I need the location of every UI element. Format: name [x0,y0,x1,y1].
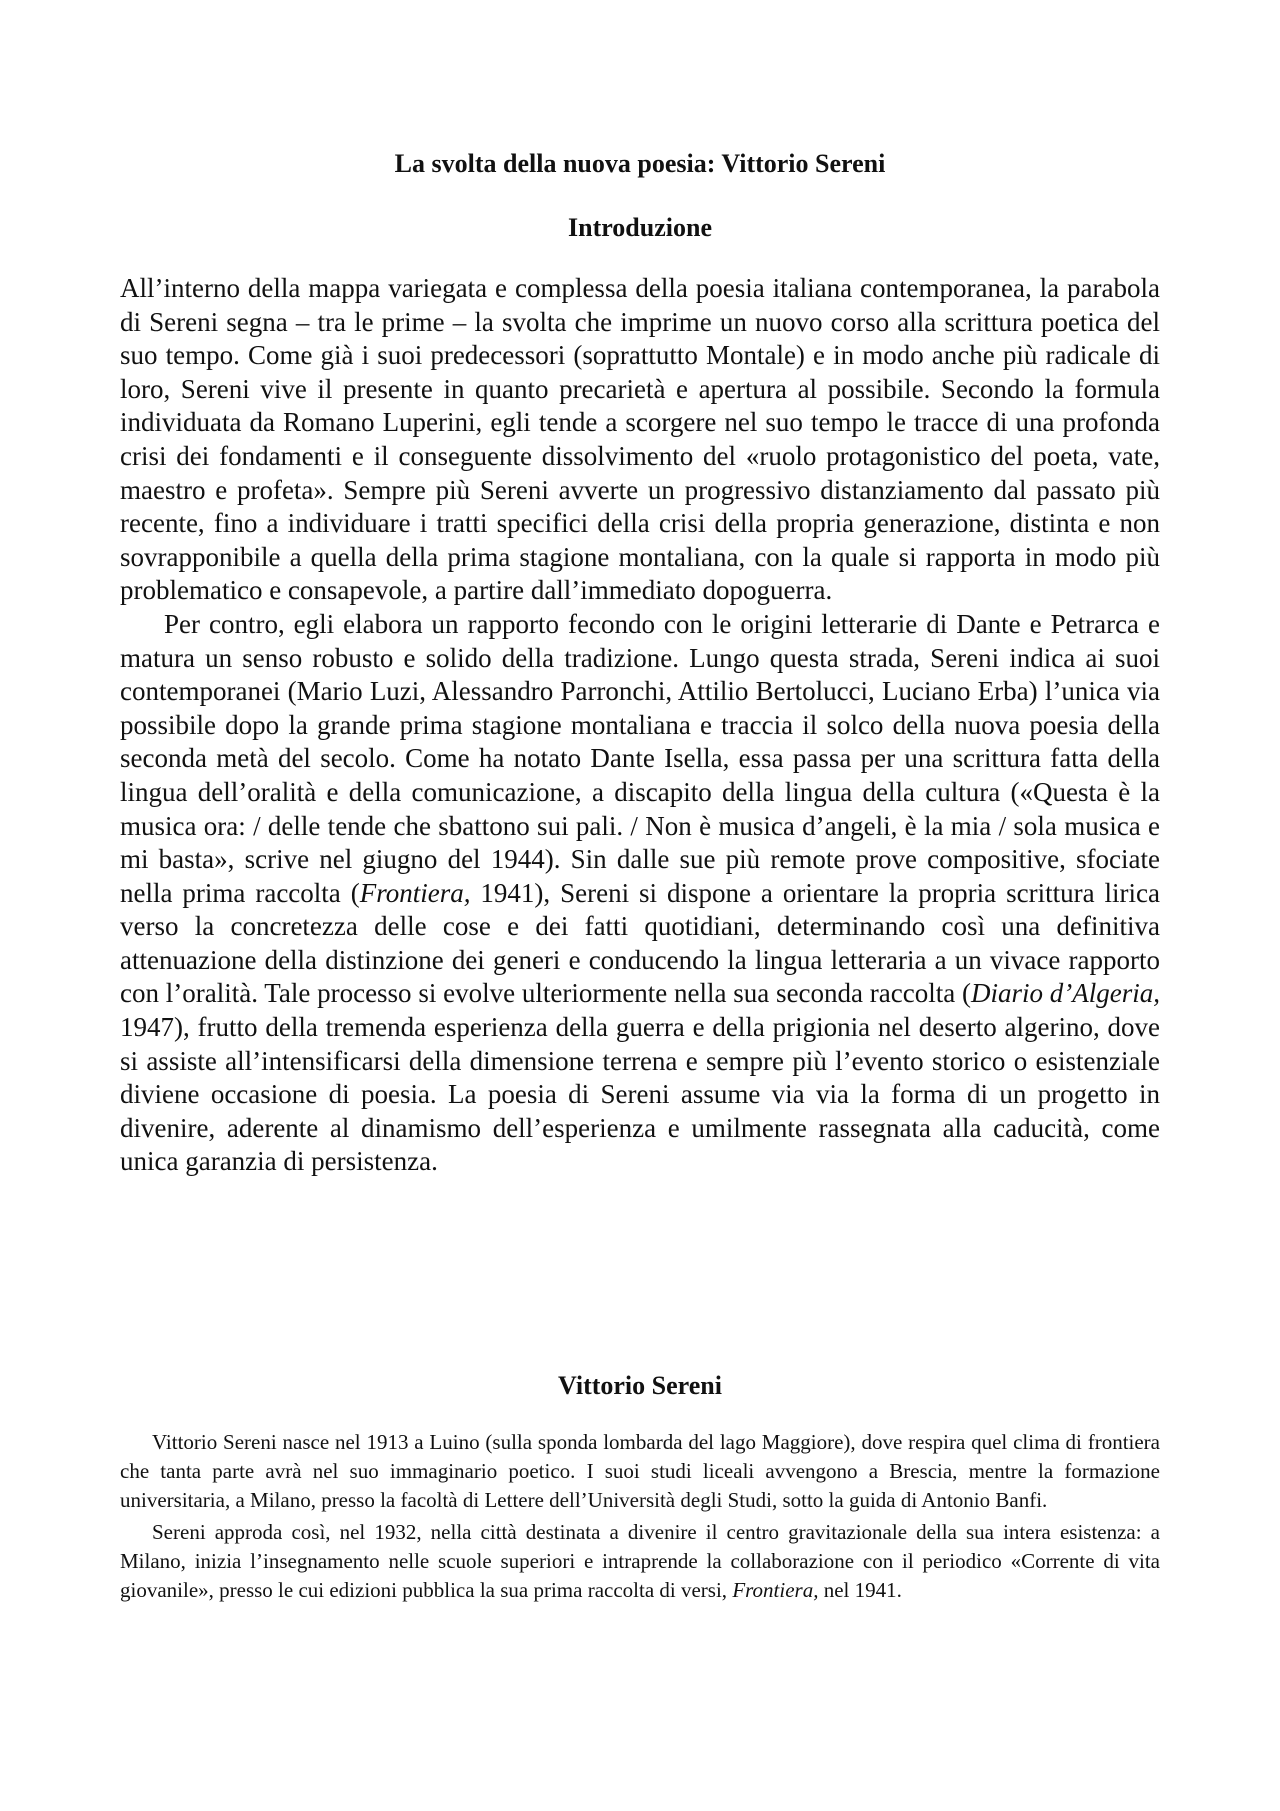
intro-paragraph-1: All’interno della mappa variegata e complessa della poesia italiana contemporanea, la parabola di Sereni segna – tra le prime – la svolta che imprime un nuovo corso alla scrittura poetica del suo tempo. Come già i suoi predecessori (soprattutto Montale) e in modo anche più radicale di loro, Sereni vive il presente in quanto precarietà e apertura al possibile. Secondo la formula individuata da Romano Luperini, egli tende a scorgere nel suo tempo le tracce di una profonda crisi dei fondamenti e il conseguente dissolvimento del «ruolo protagonistico del poeta, vate, maestro e profeta». Sempre più Sereni avverte un progressivo distanziamento dal passato più recente, fino a individuare i tratti specifici della crisi della propria generazione, distinta e non sovrapponibile a quella della prima stagione montaliana, con la quale si rapporta in modo più problematico e consapevole, a partire dall’immediato dopoguerra. [120,273,1160,606]
work-title-frontiera-bio: Frontiera, [732,1578,819,1602]
intro-paragraph-2-part-2: 1941), Sereni si dispone a orientare la propria scrittura lirica verso la concretezza delle cose e dei fatti quotidiani, determinando così una definitiva attenuazione della distinzione dei generi e conducendo la lingua letteraria a un vivace rapporto con l’oralità. Tale processo si evolve ulteriormente nella sua seconda raccolta ( [120,877,1160,1009]
bio-paragraph-1: Vittorio Sereni nasce nel 1913 a Luino (sulla sponda lombarda del lago Maggiore), dove respira quel clima di frontiera che tanta parte avrà nel suo immaginario poetico. I suoi studi liceali avvengono a Brescia, mentre la formazione universitaria, a Milano, presso la facoltà di Lettere dell’Università degli Studi, sotto la guida di Antonio Banfi. [120,1430,1160,1512]
bio-paragraph-2 [120,1518,1160,1605]
bio-body [120,1428,1160,1605]
section-heading-introduzione: Introduzione [568,213,712,242]
intro-paragraph-2-part-1: Per contro, egli elabora un rapporto fecondo con le origini letterarie di Dante e Petrarca e matura un senso robusto e solido della tradizione. Lungo questa strada, Sereni indica ai suoi contemporanei (Mario Luzi, Alessandro Parronchi, Attilio Bertolucci, Luciano Erba) l’unica via possibile dopo la grande prima stagione montaliana e traccia il solco della nuova poesia della seconda metà del secolo. Come ha notato Dante Isella, essa passa per una scrittura fatta della lingua dell’oralità e della comunicazione, a discapito della lingua della cultura («Questa è la musica ora: / delle tende che sbattono sui pali. / Non è musica d’angeli, è la mia / sola musica e mi basta», scrive nel giugno del 1944). Sin dalle sue più remote prove compositive, sfociate nella prima raccolta ( [120,608,1160,908]
intro-paragraph-2 [120,608,1160,1179]
work-title-diario-algeria: Diario d’Algeria, [970,978,1160,1009]
intro-body [120,272,1160,1179]
document-page [120,0,1160,1811]
bio-paragraph-2-part-2: nel 1941. [818,1578,902,1602]
work-title-frontiera: Frontiera, [359,877,471,908]
document-title: La svolta della nuova poesia: Vittorio Sereni [394,149,886,178]
section-heading-vittorio-sereni: Vittorio Sereni [558,1371,722,1400]
bio-paragraph-2-part-1: Sereni approda così, nel 1932, nella città destinata a divenire il centro gravitazionale della sua intera esistenza: a Milano, inizia l’insegnamento nelle scuole superiori e intraprende la collaborazione con il periodico «Corrente di vita giovanile», presso le cui edizioni pubblica la sua prima raccolta di versi, [120,1520,1160,1602]
intro-paragraph-2-part-3: 1947), frutto della tremenda esperienza della guerra e della prigionia nel deserto algerino, dove si assiste all’intensificarsi della dimensione terrena e sempre più l’evento storico o esistenziale diviene occasione di poesia. La poesia di Sereni assume via via la forma di un progetto in divenire, aderente al dinamismo dell’esperienza e umilmente rassegnata alla caducità, come unica garanzia di persistenza. [120,1012,1160,1177]
